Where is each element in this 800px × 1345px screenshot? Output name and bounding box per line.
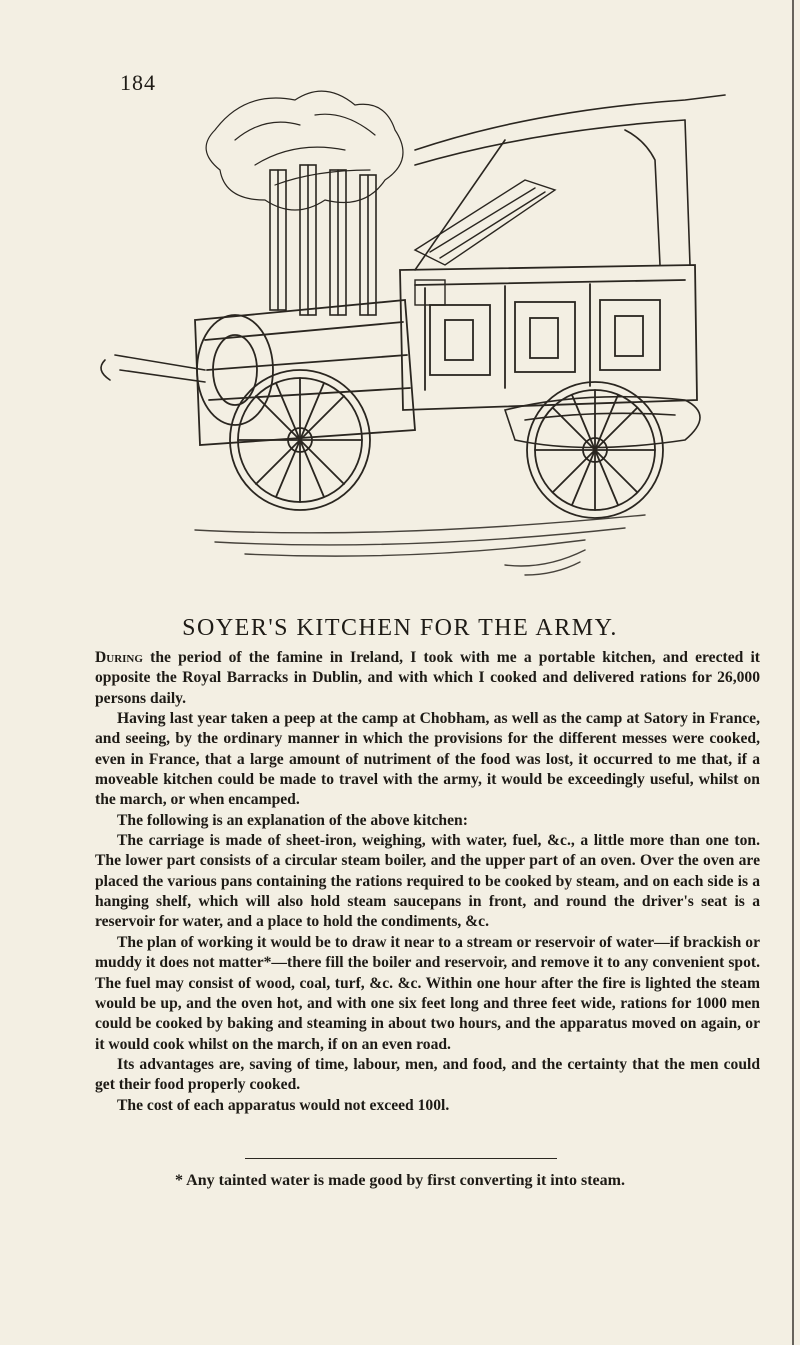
page-edge — [792, 0, 794, 1345]
paragraph-text: The following is an explanation of the above kitchen: — [117, 811, 468, 829]
paragraph — [95, 1096, 760, 1116]
footnote: * Any tainted water is made good by first converting it into steam. — [175, 1172, 625, 1189]
footnote-divider — [245, 1158, 557, 1159]
paragraph — [95, 811, 760, 831]
paragraph-text: Its advantages are, saving of time, labour, men, and food, and the certainty that the men could get their food properly cooked. — [95, 1055, 760, 1094]
paragraph — [95, 831, 760, 933]
paragraph-text: Having last year taken a peep at the camp at Chobham, as well as the camp at Satory in France, and seeing, by the ordinary manner in which the provisions for the different messes were cooked, even in France, that a large amount of nutriment of the food was lost, it occurred to me that, if a moveable kitchen could be made to travel with the army, it would be exceedingly useful, whilst on the march, or when encamped. — [95, 710, 760, 809]
paragraph-text: The plan of working it would be to draw it near to a stream or reservoir of water—if brackish or muddy it does not matter*—there fill the boiler and reservoir, and remove it to any convenient spot. The fuel may consist of wood, coal, turf, &c. &c. Within one hour after the fire is lighted the steam would be up, and the oven hot, and with one six feet long and three feet wide, rations for 1000 men could be cooked by baking and steaming in about two hours, and the apparatus moved on again, or it would cook whilst on the march, if on an even road. — [95, 933, 760, 1053]
page-number: 184 — [120, 70, 156, 95]
paragraph — [95, 933, 760, 1055]
paragraph — [95, 1055, 760, 1096]
article-body — [95, 648, 760, 1116]
paragraph — [95, 709, 760, 811]
paragraph — [95, 648, 760, 709]
paragraph-text: The carriage is made of sheet-iron, weighing, with water, fuel, &c., a little more than one ton. The lower part consists of a circular steam boiler, and the upper part of an oven. Over the oven are placed the various pans containing the rations required to be cooked by steam, and on each side is a hanging shelf, which will also hold steam saucepans in front, and round the driver's seat is a reservoir for water, and a place to hold the condiments, &c. — [95, 832, 760, 931]
paragraph-text: The cost of each apparatus would not exceed 100l. — [117, 1096, 450, 1114]
illustration-caption: SOYER'S KITCHEN FOR THE ARMY. — [182, 615, 618, 641]
kitchen-carriage-engraving — [85, 70, 775, 595]
lead-word: During — [95, 649, 143, 666]
paragraph-text: the period of the famine in Ireland, I took with me a portable kitchen, and erected it opposite the Royal Barracks in Dublin, and with which I cooked and delivered rations for 26,000 persons daily. — [95, 649, 760, 707]
